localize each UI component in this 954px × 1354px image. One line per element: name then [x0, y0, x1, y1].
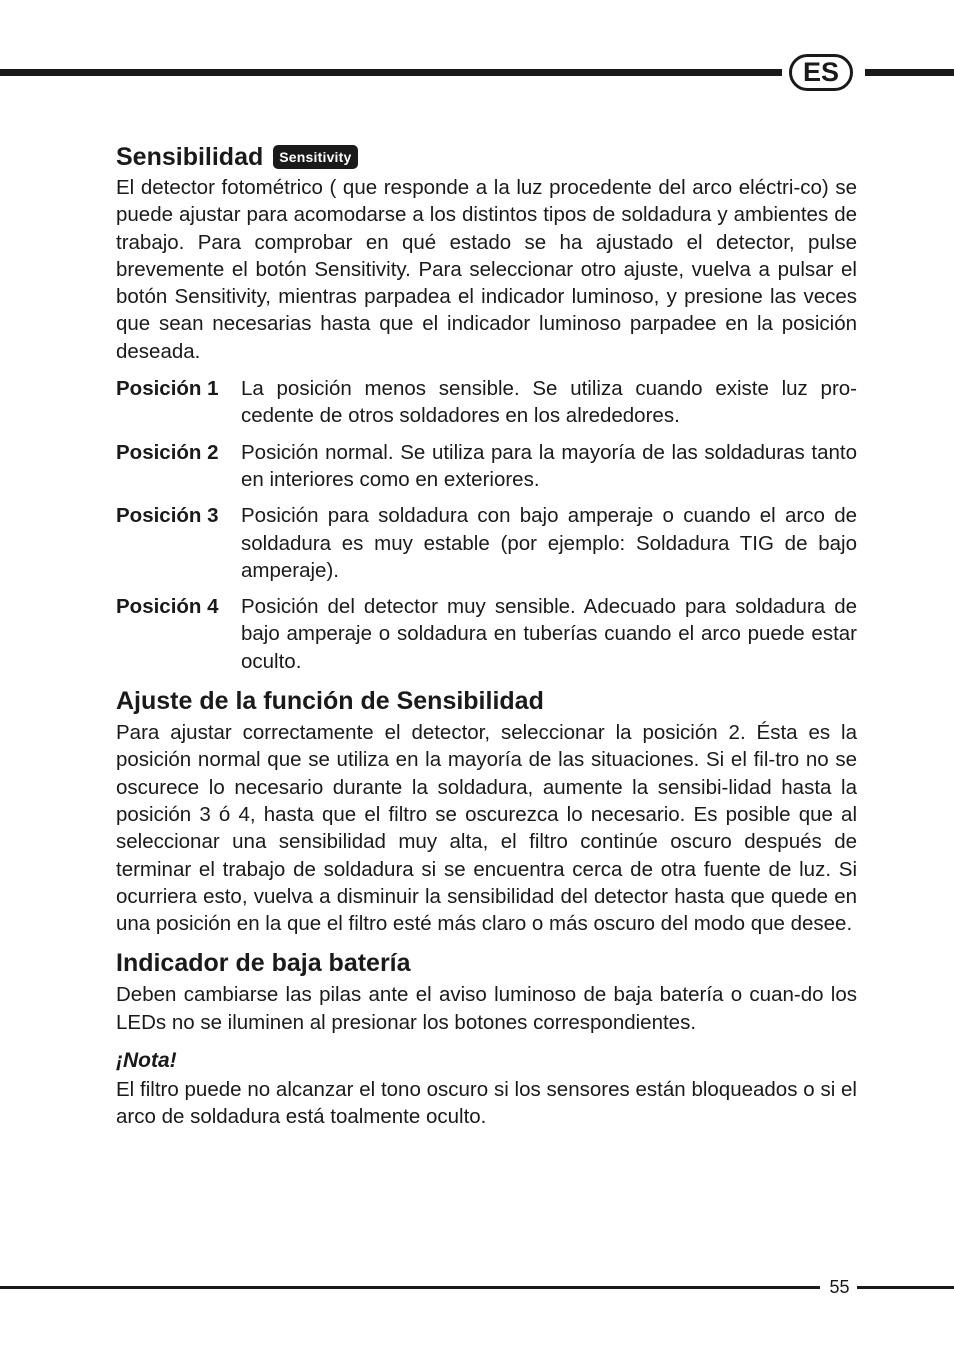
footer-rule-right — [857, 1286, 954, 1289]
sensitivity-title: Sensibilidad — [116, 143, 264, 171]
position-description: Posición del detector muy sensible. Adecuado para soldadura de bajo amperaje o soldadura en tuberías cuando el arco puede estar oculto. — [241, 595, 857, 673]
footer-rule-left — [0, 1286, 820, 1289]
header-rule-right — [865, 69, 954, 76]
battery-heading: Indicador de baja batería — [116, 949, 411, 978]
language-badge: ES — [789, 54, 853, 91]
position-label: Posición 3 — [116, 504, 219, 528]
position-label: Posición 4 — [116, 595, 219, 619]
note-heading: ¡Nota! — [116, 1049, 177, 1073]
list-item — [116, 593, 857, 675]
sensitivity-button-icon: Sensitivity — [273, 145, 357, 169]
positions-list — [116, 375, 857, 675]
position-label: Posición 1 — [116, 377, 219, 401]
position-description: Posición normal. Se utiliza para la mayoría de las soldaduras tanto en interiores como en exteriores. — [241, 440, 857, 491]
position-description: La posición menos sensible. Se utiliza cuando existe luz pro-cedente de otros soldadores en los alrededores. — [241, 377, 857, 428]
note-paragraph: El filtro puede no alcanzar el tono oscuro si los sensores están bloqueados o si el arco de soldadura está toalmente oculto. — [116, 1078, 857, 1129]
adjust-heading: Ajuste de la función de Sensibilidad — [116, 687, 544, 716]
list-item — [116, 439, 857, 494]
battery-paragraph: Deben cambiarse las pilas ante el aviso luminoso de baja batería o cuan-do los LEDs no se iluminen al presionar los botones correspondientes. — [116, 983, 857, 1034]
list-item — [116, 375, 857, 430]
battery-section — [116, 946, 857, 1036]
position-description: Posición para soldadura con bajo amperaje o cuando el arco de soldadura es muy estable (por ejemplo: Soldadura TIG de bajo amperaje). — [241, 504, 857, 582]
adjust-paragraph: Para ajustar correctamente el detector, seleccionar la posición 2. Ésta es la posición normal que se utiliza en la mayoría de las situaciones. Si el fil-tro no se oscurece lo necesario durante la soldadura, aumente la sensibi-lidad hasta la posición 3 ó 4, hasta que el filtro se oscurezca lo necesario. Es posible que al seleccionar una sensibilidad muy alta, el filtro continúe oscuro después de terminar el trabajo de soldadura si se encuentra cerca de otra fuente de luz. Si ocurriera esto, vuelva a disminuir la sensibilidad del detector hasta que quede en una posición en la que el filtro esté más claro o más oscuro del modo que desee. — [116, 721, 857, 936]
page-content — [116, 140, 857, 1131]
position-label: Posición 2 — [116, 440, 219, 464]
sensitivity-heading — [116, 140, 857, 174]
list-item — [116, 502, 857, 584]
page-number: 55 — [829, 1277, 850, 1297]
sensitivity-paragraph: El detector fotométrico ( que responde a la luz procedente del arco eléctri-co) se puede ajustar para acomodarse a los distintos tipos de soldadura y ambientes de trabajo. Para comprobar en qué estado se ha ajustado el detector, pulse brevemente el botón Sensitivity. Para seleccionar otro ajuste, vuelva a pulsar el botón Sensitivity, mientras parpadea el indicador luminoso, y presione las veces que sean necesarias hasta que el indicador luminoso parpadee en la posición deseada. — [116, 176, 857, 363]
adjust-section — [116, 684, 857, 937]
header-rule-left — [0, 69, 782, 76]
